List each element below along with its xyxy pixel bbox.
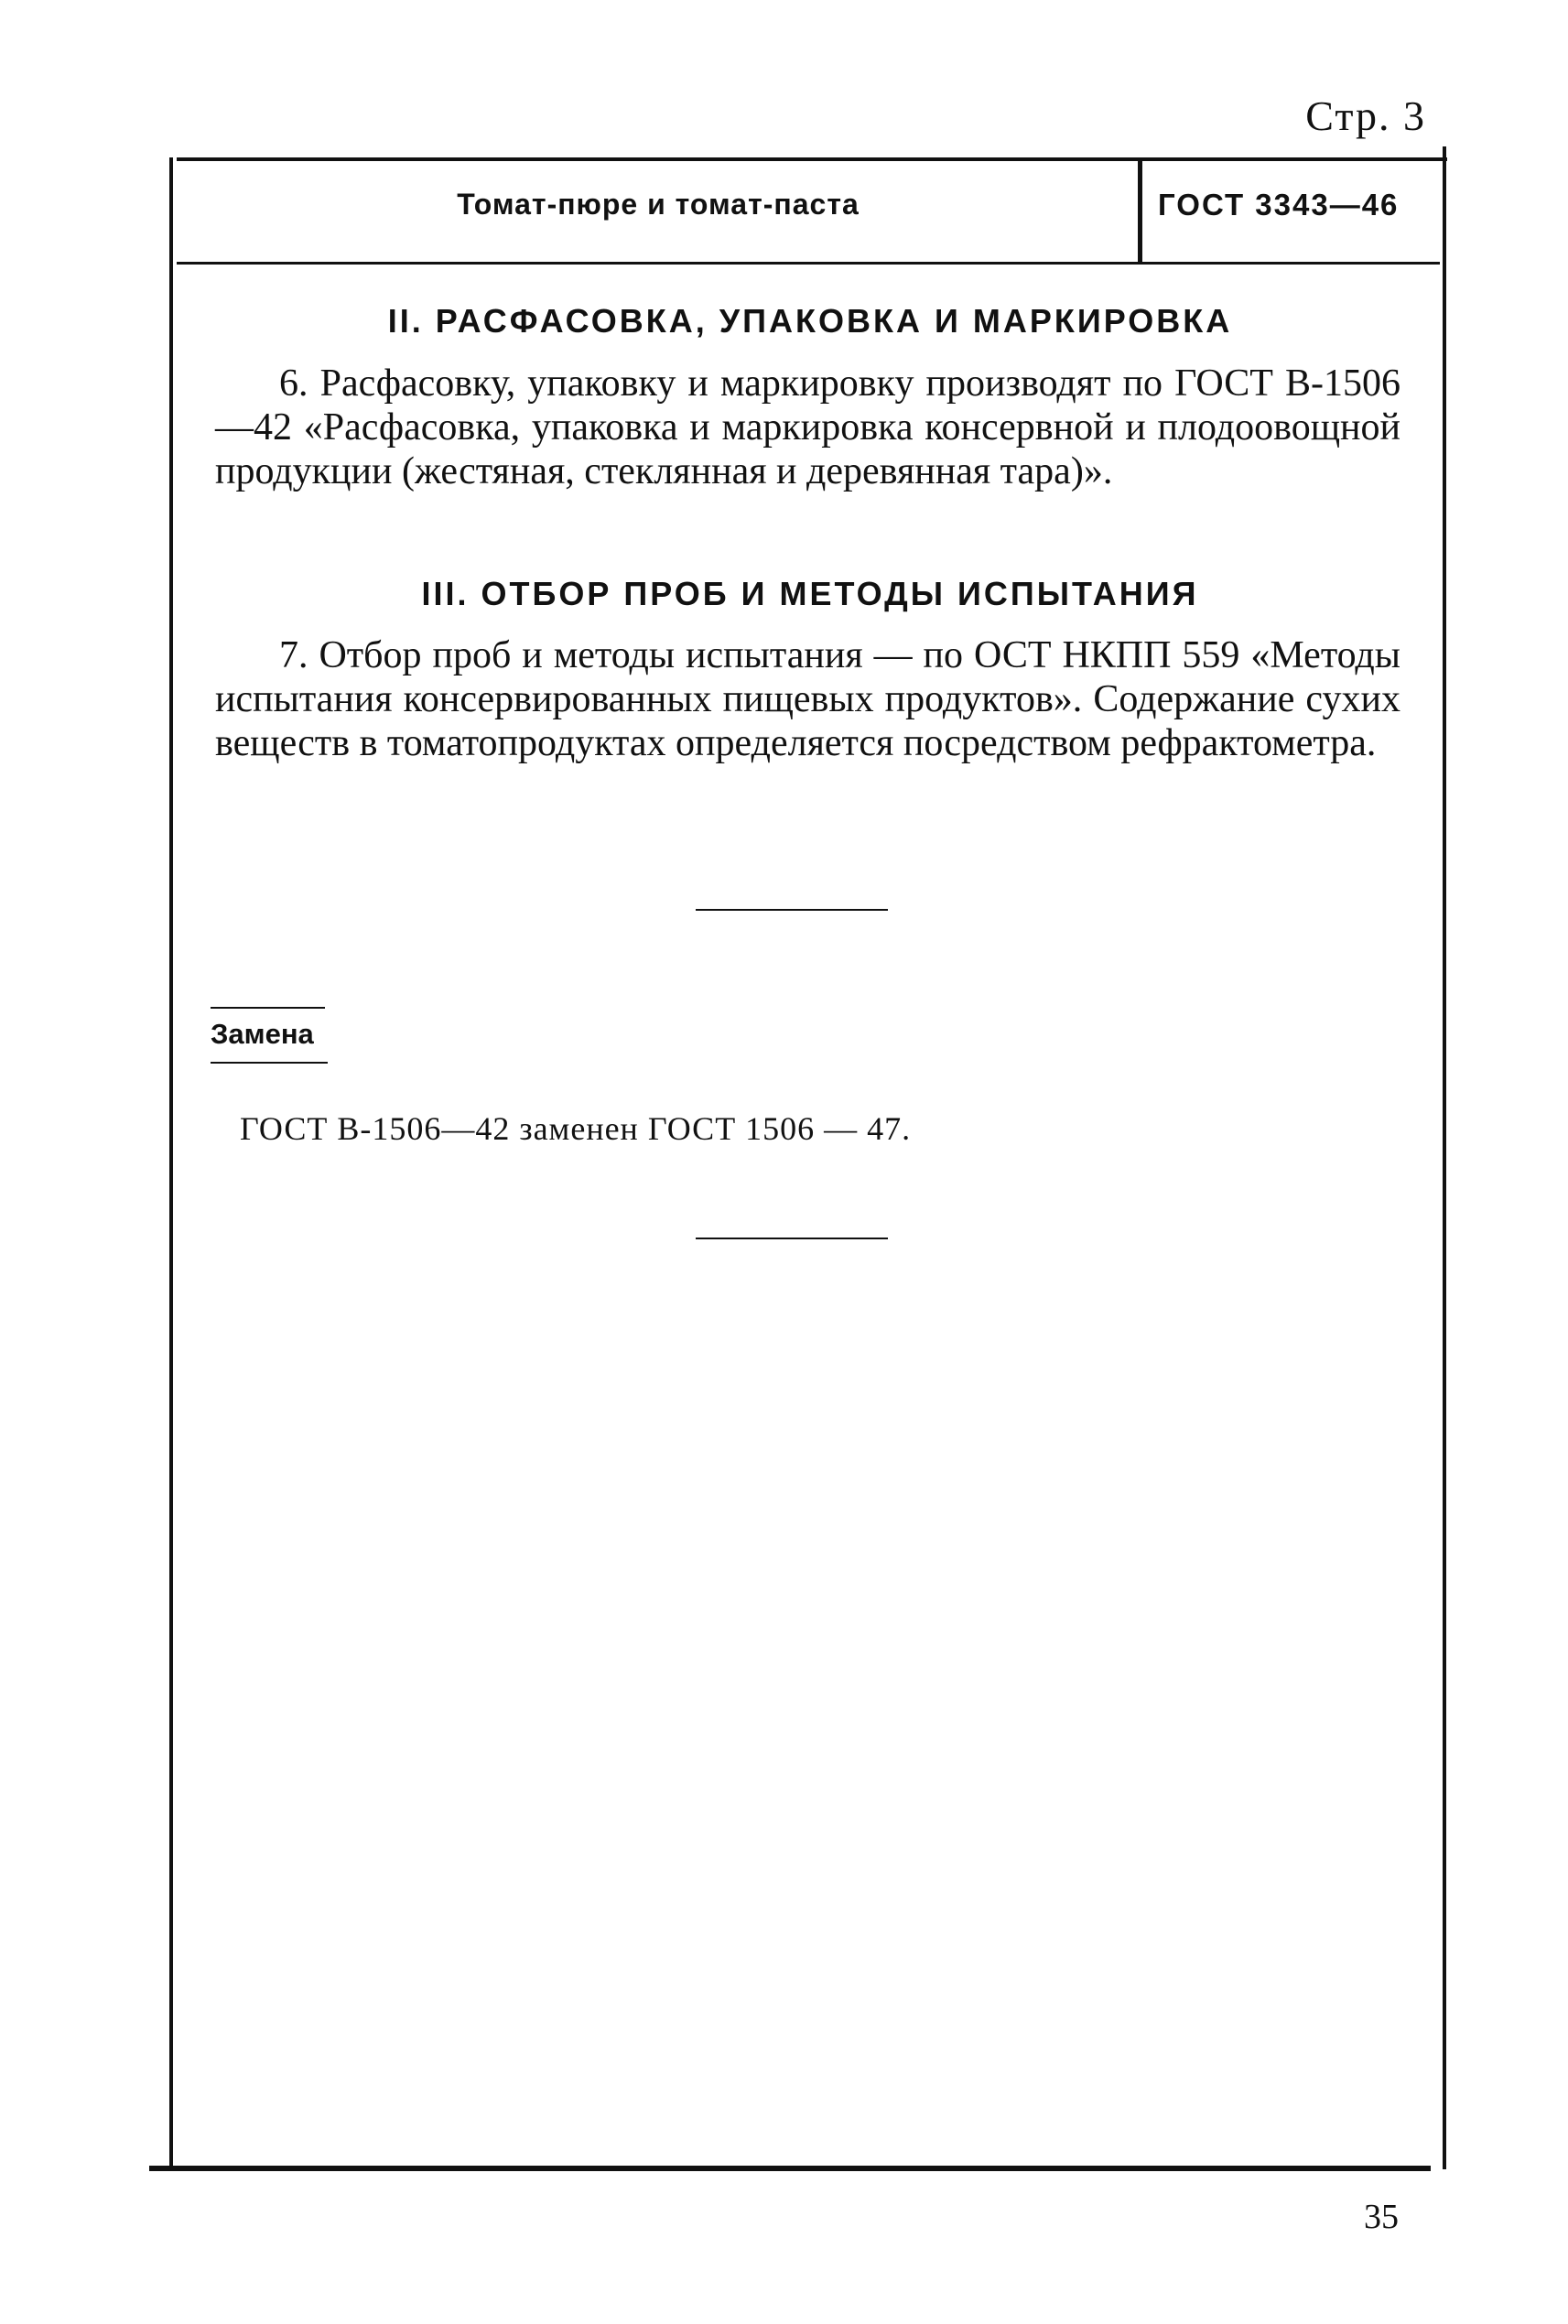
replacement-label-bottom-rule	[211, 1062, 328, 1064]
document-title: Томат-пюре и томат-паста	[457, 188, 860, 221]
replacement-label: Замена	[211, 1018, 314, 1050]
header-bottom-line	[177, 262, 1440, 265]
replacement-label-top-rule	[211, 1007, 325, 1009]
frame-bottom-line	[149, 2166, 1431, 2171]
frame-left-line	[169, 157, 173, 2171]
section-heading-sampling: III. ОТБОР ПРОБ И МЕТОДЫ ИСПЫТАНИЯ	[421, 575, 1199, 612]
frame-right-line	[1443, 146, 1446, 2169]
paragraph-sampling: 7. Отбор проб и методы испытания — по ОСТ НКПП 559 «Методы испытания консервированных пищевых продуктов». Содержание сухих веществ в томатопродуктах определяется посредством рефрактометра.	[215, 634, 1400, 764]
frame-top-line	[177, 157, 1447, 161]
page-number: 35	[1364, 2198, 1399, 2236]
paragraph-packaging: 6. Расфасовку, упаковку и маркировку производят по ГОСТ В-1506—42 «Расфасовка, упаковка и маркировка консервной и плодоовощной продукции (жестяная, стеклянная и деревянная тара)».	[215, 362, 1400, 492]
page-label: Стр. 3	[1305, 92, 1426, 139]
closing-separator-rule	[696, 1238, 888, 1239]
header-divider	[1138, 161, 1142, 262]
section-heading-packaging: II. РАСФАСОВКА, УПАКОВКА И МАРКИРОВКА	[387, 302, 1233, 340]
section-separator-rule	[696, 909, 888, 911]
standard-code: ГОСТ 3343—46	[1158, 188, 1400, 222]
replacement-text: ГОСТ В-1506—42 заменен ГОСТ 1506 — 47.	[240, 1110, 912, 1147]
